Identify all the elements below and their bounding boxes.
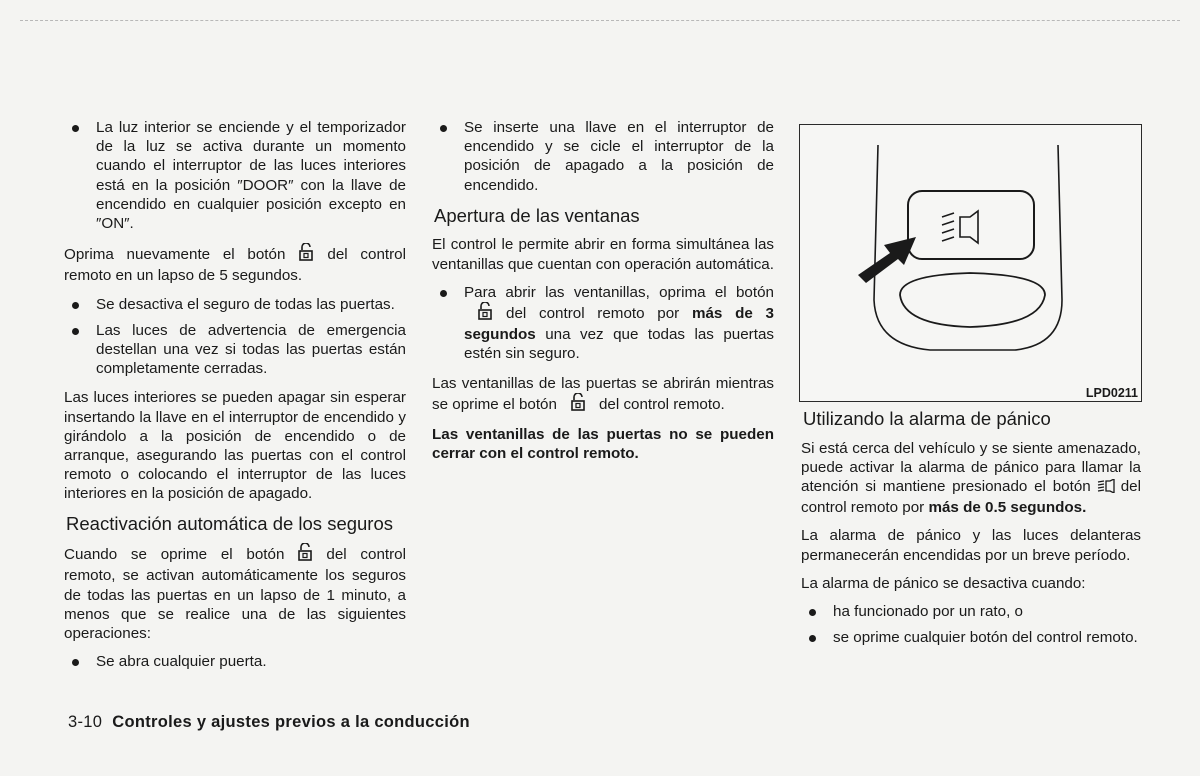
paragraph-text: La alarma de pánico se desactiva cuando: xyxy=(801,574,1086,592)
list-item xyxy=(432,118,774,195)
paragraph-text: del control remoto en un lapso de 5 segundos. xyxy=(64,246,406,285)
figure-label: LPD0211 xyxy=(1085,386,1138,400)
chapter-title: Controles y ajustes previos a la conducción xyxy=(112,713,470,731)
list-item xyxy=(64,321,406,379)
page-footer xyxy=(68,713,470,732)
bullet-list xyxy=(801,602,1141,647)
unlock-icon xyxy=(478,302,492,325)
remote-control-figure xyxy=(799,124,1142,402)
unlock-icon xyxy=(571,393,585,416)
bullet-list xyxy=(432,118,774,195)
bullet-list xyxy=(432,283,774,364)
list-item xyxy=(801,628,1141,647)
bullet-list xyxy=(64,118,406,233)
bullet-list xyxy=(64,295,406,379)
emphasis-text: más de 0.5 segundos. xyxy=(928,499,1087,517)
paragraph-text: del control remoto por xyxy=(801,477,1141,517)
paragraph-text: La alarma de pánico y las luces delanteras permanecerán encendidas por un breve período. xyxy=(801,527,1141,564)
paragraph xyxy=(64,543,406,643)
paragraph-text: del control remoto. xyxy=(598,395,725,413)
remote-illustration xyxy=(800,125,1141,401)
list-item-text: Se desactiva el seguro de todas las puertas. xyxy=(96,295,395,313)
unlock-icon xyxy=(298,543,312,566)
paragraph xyxy=(64,243,406,285)
paragraph xyxy=(801,526,1141,564)
list-item-text: Se inserte una llave en el interruptor de encendido y se cicle el interruptor de la posición de apagado a la posición de encendido. xyxy=(464,119,774,194)
page-number: 3-10 xyxy=(68,713,103,731)
paragraph-text: Las ventanillas de las puertas no se pueden cerrar con el control remoto. xyxy=(432,425,774,463)
column-middle xyxy=(432,118,774,472)
list-item-text: una vez que todas las puertas estén sin seguro. xyxy=(464,326,774,363)
paragraph xyxy=(432,235,774,273)
list-item-text: ha funcionado por un rato, o xyxy=(833,602,1023,620)
list-item-text: Se abra cualquier puerta. xyxy=(96,653,267,671)
paragraph-text: Oprima nuevamente el botón xyxy=(64,246,286,264)
list-item xyxy=(64,118,406,233)
section-heading: Utilizando la alarma de pánico xyxy=(803,408,1051,429)
list-item-text: Para abrir las ventanillas, oprima el botón xyxy=(464,283,774,301)
list-item-text: del control remoto por xyxy=(506,304,680,322)
paragraph-text: Las ventanillas de las puertas se abrirán mientras se oprime el botón xyxy=(432,374,774,413)
list-item xyxy=(432,283,774,364)
list-item-text: La luz interior se enciende y el temporizador de la luz se activa durante un momento cuando el interruptor de las luces interiores está en la posición ″DOOR″ con la llave de encendido en cualquier posición excepto en ″ON″. xyxy=(96,119,406,233)
list-item-text: se oprime cualquier botón del control remoto. xyxy=(833,629,1138,647)
emphasis-text: más de 3 segundos xyxy=(464,304,774,344)
paragraph xyxy=(801,574,1141,593)
unlock-icon xyxy=(299,243,313,266)
paragraph-text: Cuando se oprime el botón xyxy=(64,546,285,564)
paragraph xyxy=(64,388,406,503)
paragraph-text: Las luces interiores se pueden apagar sin esperar insertando la llave en el interruptor de encendido y girándolo a la posición de encendido o de arranque, asegurando las puertas con el control remoto o colocando el interruptor de las luces interiores en la posición de apagado. xyxy=(64,389,406,503)
section-heading: Apertura de las ventanas xyxy=(434,204,640,226)
top-rule xyxy=(20,20,1180,21)
bullet-list xyxy=(64,652,406,671)
section-heading: Reactivación automática de los seguros xyxy=(66,512,394,534)
list-item xyxy=(64,295,406,314)
list-item xyxy=(801,602,1141,621)
panic-headlight-icon xyxy=(1097,479,1115,498)
paragraph xyxy=(801,439,1141,518)
column-right xyxy=(801,404,1141,657)
column-left xyxy=(64,118,406,681)
warning-paragraph xyxy=(432,425,774,463)
list-item-text: Las luces de advertencia de emergencia destellan una vez si todas las puertas están completamente cerradas. xyxy=(96,321,406,378)
paragraph-text: del control remoto, se activan automáticamente los seguros de todas las puertas en un lapso de 1 minuto, a menos que se realice una de las siguientes operaciones: xyxy=(64,546,406,642)
paragraph-text: Si está cerca del vehículo y se siente amenazado, puede activar la alarma de pánico para llamar la atención si mantiene presionado el botón xyxy=(801,439,1141,495)
paragraph-text: El control le permite abrir en forma simultánea las ventanillas que cuentan con operación automática. xyxy=(432,236,774,273)
paragraph xyxy=(432,374,774,416)
list-item xyxy=(64,652,406,671)
